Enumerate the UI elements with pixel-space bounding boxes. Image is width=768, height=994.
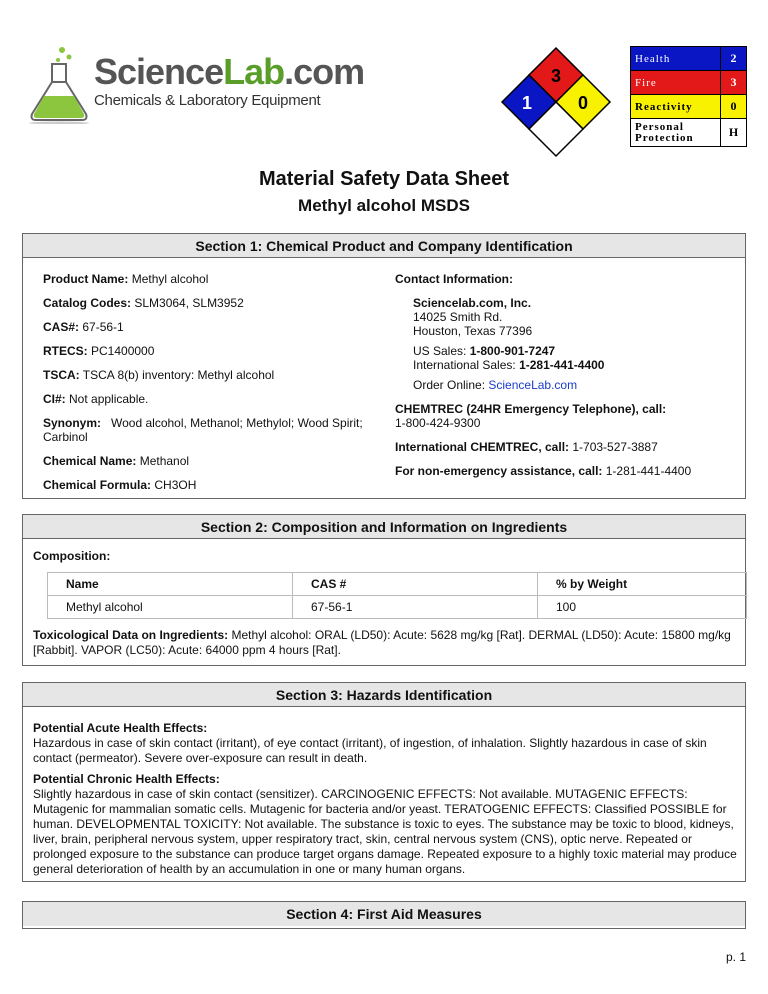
table-cell: 100 bbox=[538, 596, 747, 619]
chemtrec-contact: CHEMTREC (24HR Emergency Telephone), call: 1-800-424-9300 bbox=[395, 402, 667, 430]
company-address: Sciencelab.com, Inc. 14025 Smith Rd. Houston, Texas 77396 bbox=[413, 296, 533, 338]
hazard-row-health bbox=[631, 47, 747, 71]
logo-tagline: Chemicals & Laboratory Equipment bbox=[94, 92, 321, 109]
product-info-column bbox=[43, 272, 367, 502]
synonym-field: Synonym: Wood alcohol, Methanol; Methylol; Wood Spirit; Carbinol bbox=[43, 416, 367, 444]
section-1 bbox=[22, 233, 746, 499]
section-heading: Section 1: Chemical Product and Company Identification bbox=[23, 234, 745, 258]
hazard-row-reactivity bbox=[631, 95, 747, 119]
flask-icon bbox=[22, 44, 92, 124]
section-heading: Section 2: Composition and Information on Ingredients bbox=[23, 515, 745, 539]
chronic-health-effects: Potential Chronic Health Effects: Slightly hazardous in case of skin contact (sensitizer). CARCINOGENIC EFFECTS: Not available. MUTAGENIC EFFECTS: Mutagenic for mammalian somatic cells. Mutagenic for bacteria and/or yeast. TERATOGENIC EFFECTS: Classified POSSIBLE for human. DEVELOPMENTAL TOXICITY: Not available. The substance is toxic to eyes. The substance may be toxic to blood, kidneys, liver, brain, peripheral nervous system, upper respiratory tract, skin, central nervous system (CNS), optic nerve. Repeated or prolonged exposure to the substance can produce target organs damage. Repeated exposure to a highly toxic material may produce general deterioration of health by an accumulation in one or many human organs. bbox=[33, 772, 737, 876]
catalog-codes-field: Catalog Codes: SLM3064, SLM3952 bbox=[43, 296, 244, 310]
hazard-label: Personal Protection bbox=[631, 119, 721, 147]
composition-label: Composition: bbox=[33, 549, 111, 563]
hazard-rating-table bbox=[630, 46, 747, 147]
sales-phones: US Sales: 1-800-901-7247 International Sales: 1-281-441-4400 bbox=[413, 344, 605, 372]
sciencelab-logo bbox=[22, 44, 365, 124]
hazard-label: Health bbox=[631, 47, 721, 71]
hazard-value: 2 bbox=[721, 47, 747, 71]
column-header: % by Weight bbox=[538, 573, 747, 596]
hazard-label: Reactivity bbox=[631, 95, 721, 119]
non-emergency-contact: For non-emergency assistance, call: 1-281-441-4400 bbox=[395, 464, 692, 478]
document-title: Material Safety Data Sheet bbox=[258, 168, 510, 190]
nfpa-reactivity-value: 0 bbox=[577, 93, 589, 113]
rtecs-field: RTECS: PC1400000 bbox=[43, 344, 155, 358]
table-header-row bbox=[48, 573, 747, 596]
chemical-formula-field: Chemical Formula: CH3OH bbox=[43, 478, 197, 492]
contact-label: Contact Information: bbox=[395, 272, 513, 286]
column-header: Name bbox=[48, 573, 293, 596]
hazard-value: 0 bbox=[721, 95, 747, 119]
composition-table bbox=[47, 572, 747, 619]
tsca-field: TSCA: TSCA 8(b) inventory: Methyl alcohol bbox=[43, 368, 275, 382]
acute-health-effects: Potential Acute Health Effects: Hazardous in case of skin contact (irritant), of eye contact (irritant), of ingestion, of inhalation. Slightly hazardous in case of skin contact (permeator). Severe over-exposure can result in death. bbox=[33, 721, 707, 765]
cas-field: CAS#: 67-56-1 bbox=[43, 320, 124, 334]
order-online: Order Online: ScienceLab.com bbox=[413, 378, 578, 392]
chemical-name-field: Chemical Name: Methanol bbox=[43, 454, 190, 468]
section-4 bbox=[22, 901, 746, 929]
ci-field: CI#: Not applicable. bbox=[43, 392, 149, 406]
hazard-value: 3 bbox=[721, 71, 747, 95]
section-2 bbox=[22, 514, 746, 666]
column-header: CAS # bbox=[293, 573, 538, 596]
hazard-row-personal-protection bbox=[631, 119, 747, 147]
nfpa-diamond bbox=[500, 46, 612, 158]
hazard-value: H bbox=[721, 119, 747, 147]
order-online-link[interactable]: ScienceLab.com bbox=[488, 378, 578, 392]
logo-wordmark: ScienceLab.com bbox=[94, 51, 365, 92]
toxicological-data: Toxicological Data on Ingredients: Methyl alcohol: ORAL (LD50): Acute: 5628 mg/kg [Rat]. DERMAL (LD50): Acute: 15800 mg/kg [Rabbit]. VAPOR (LC50): Acute: 64000 ppm 4 hours [Rat]. bbox=[33, 628, 731, 657]
intl-chemtrec-contact: International CHEMTREC, call: 1-703-527-3887 bbox=[395, 440, 658, 454]
hazard-label: Fire bbox=[631, 71, 721, 95]
product-name-field: Product Name: Methyl alcohol bbox=[43, 272, 209, 286]
hazard-row-fire bbox=[631, 71, 747, 95]
nfpa-health-value: 1 bbox=[521, 93, 533, 113]
table-cell: Methyl alcohol bbox=[48, 596, 293, 619]
table-cell: 67-56-1 bbox=[293, 596, 538, 619]
section-3 bbox=[22, 682, 746, 882]
section-heading: Section 4: First Aid Measures bbox=[23, 902, 745, 926]
page-number: p. 1 bbox=[725, 950, 746, 964]
contact-info-column bbox=[395, 272, 740, 478]
section-heading: Section 3: Hazards Identification bbox=[23, 683, 745, 707]
document-subtitle: Methyl alcohol MSDS bbox=[298, 196, 470, 215]
nfpa-fire-value: 3 bbox=[550, 66, 562, 86]
table-row bbox=[48, 596, 747, 619]
